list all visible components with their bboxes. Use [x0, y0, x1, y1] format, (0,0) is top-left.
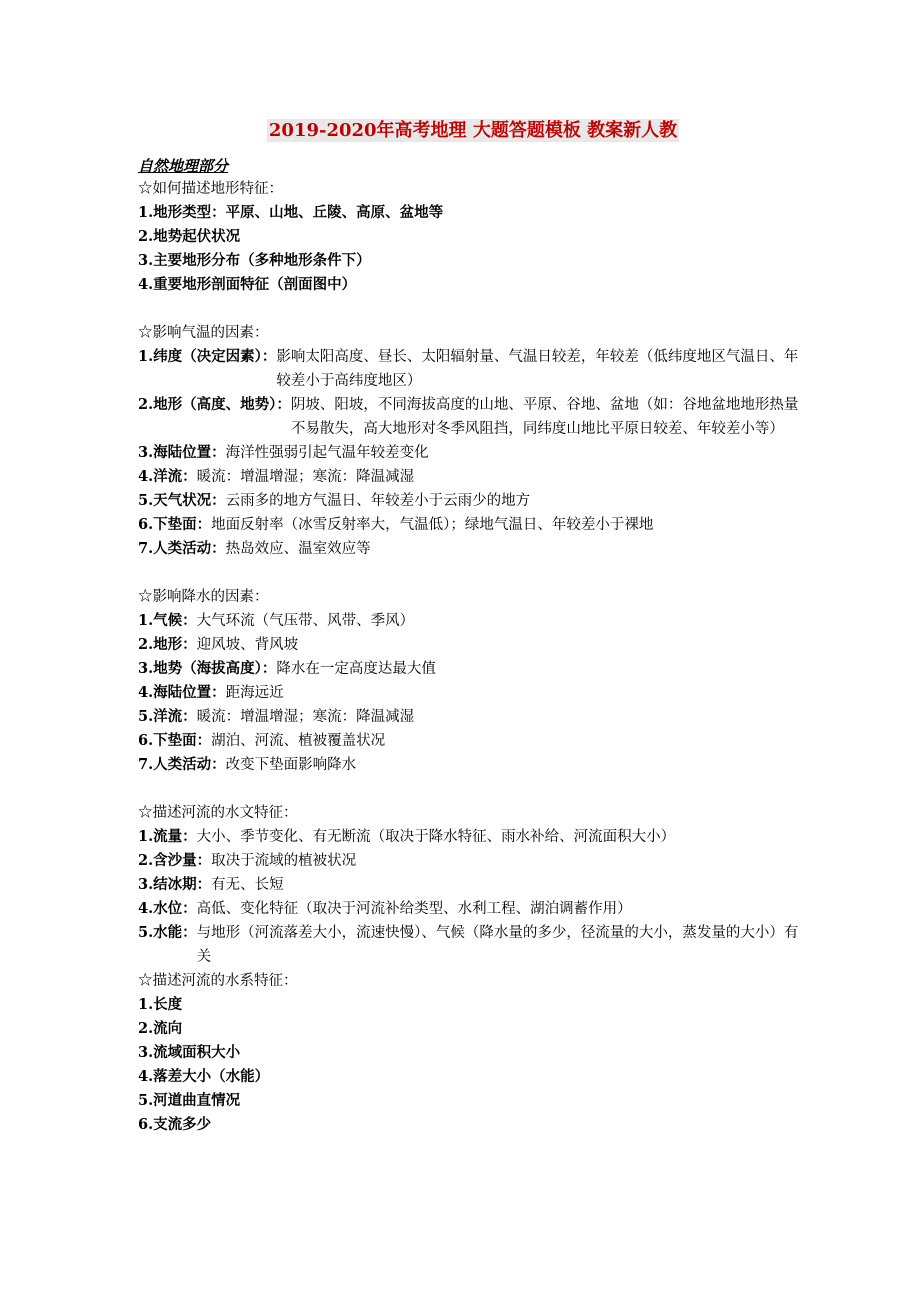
item-label: 2.地形（高度、地势）：	[138, 396, 291, 413]
item-text: 大气环流（气压带、风带、季风）	[196, 613, 415, 629]
temperature-item	[138, 345, 800, 393]
item-label: 4.洋流：	[138, 468, 197, 485]
river-system-item: 5.河道曲直情况	[138, 1092, 241, 1109]
item-label: 3.结冰期：	[138, 876, 212, 893]
item-text: 热岛效应、温室效应等	[225, 541, 371, 557]
item-text: 暖流：增温增湿；寒流：降温减湿	[196, 709, 415, 725]
precipitation-header: ☆影响降水的因素：	[138, 589, 269, 605]
item-text: 暖流：增温增湿；寒流：降温减湿	[196, 469, 415, 485]
item-label: 2.地形：	[138, 636, 197, 653]
river-system-item: 1.长度	[138, 996, 183, 1013]
item-label: 3.地势（海拔高度）：	[138, 660, 277, 677]
precipitation-item	[138, 609, 800, 633]
hydrology-item	[138, 921, 800, 969]
terrain-item: 4.重要地形剖面特征（剖面图中）	[138, 276, 357, 293]
river-system-item: 6.支流多少	[138, 1116, 212, 1133]
item-label: 1.流量：	[138, 828, 197, 845]
item-label: 2.含沙量：	[138, 852, 212, 869]
hydrology-header: ☆描述河流的水文特征：	[138, 805, 298, 821]
item-label: 3.海陆位置：	[138, 444, 226, 461]
item-label: 1.纬度（决定因素）：	[138, 348, 277, 365]
item-text: 改变下垫面影响降水	[225, 757, 357, 773]
title-text: 2019-2020年高考地理 大题答题模板 教案新人教	[268, 120, 678, 141]
item-text: 距海远近	[225, 685, 284, 701]
temperature-item	[138, 537, 800, 561]
hydrology-item	[138, 873, 800, 897]
item-text: 海洋性强弱引起气温年较差变化	[225, 445, 429, 461]
item-text: 阴坡、阳坡，不同海拔高度的山地、平原、谷地、盆地（如：谷地盆地地形热量不易散失，高大地形对冬季风阻挡，同纬度山地比平原日较差、年较差小等）	[290, 397, 799, 437]
temperature-item	[138, 513, 800, 537]
temperature-header: ☆影响气温的因素：	[138, 325, 269, 341]
precipitation-item	[138, 681, 800, 705]
river-system-item: 3.流域面积大小	[138, 1044, 241, 1061]
precipitation-item	[138, 753, 800, 777]
item-text: 云雨多的地方气温日、年较差小于云雨少的地方	[225, 493, 531, 509]
item-text: 降水在一定高度达最大值	[276, 661, 436, 677]
document-title	[138, 118, 800, 144]
item-label: 4.水位：	[138, 900, 197, 917]
item-label: 6.下垫面：	[138, 732, 212, 749]
item-text: 有无、长短	[211, 877, 284, 893]
precipitation-item	[138, 729, 800, 753]
terrain-item: 1.地形类型：平原、山地、丘陵、高原、盆地等	[138, 204, 444, 221]
item-label: 7.人类活动：	[138, 756, 226, 773]
terrain-item: 3.主要地形分布（多种地形条件下）	[138, 252, 371, 269]
temperature-item	[138, 441, 800, 465]
precipitation-item	[138, 705, 800, 729]
item-label: 4.海陆位置：	[138, 684, 226, 701]
item-text: 与地形（河流落差大小，流速快慢）、气候（降水量的多少，径流量的大小，蒸发量的大小）有关	[196, 925, 799, 965]
item-text: 地面反射率（冰雪反射率大，气温低）；绿地气温日、年较差小于裸地	[211, 517, 654, 533]
hydrology-item	[138, 897, 800, 921]
item-text: 高低、变化特征（取决于河流补给类型、水利工程、湖泊调蓄作用）	[196, 901, 632, 917]
river-system-item: 4.落差大小（水能）	[138, 1068, 270, 1085]
terrain-item: 2.地势起伏状况	[138, 228, 241, 245]
item-label: 7.人类活动：	[138, 540, 226, 557]
river-system-item: 2.流向	[138, 1020, 183, 1037]
precipitation-item	[138, 657, 800, 681]
item-label: 5.水能：	[138, 924, 197, 941]
item-text: 取决于流域的植被状况	[211, 853, 357, 869]
part-heading: 自然地理部分	[138, 157, 229, 175]
item-label: 6.下垫面：	[138, 516, 212, 533]
item-text: 大小、季节变化、有无断流（取决于降水特征、雨水补给、河流面积大小）	[196, 829, 676, 845]
temperature-item	[138, 465, 800, 489]
item-text: 影响太阳高度、昼长、太阳辐射量、气温日较差，年较差（低纬度地区气温日、年较差小于高纬度地区）	[276, 349, 799, 389]
temperature-item	[138, 489, 800, 513]
temperature-item	[138, 393, 800, 441]
item-text: 迎风坡、背风坡	[196, 637, 299, 653]
terrain-header: ☆如何描述地形特征：	[138, 181, 283, 197]
hydrology-item	[138, 825, 800, 849]
item-label: 1.气候：	[138, 612, 197, 629]
river-system-header: ☆描述河流的水系特征：	[138, 973, 298, 989]
item-text: 湖泊、河流、植被覆盖状况	[211, 733, 386, 749]
precipitation-item	[138, 633, 800, 657]
hydrology-item	[138, 849, 800, 873]
item-label: 5.洋流：	[138, 708, 197, 725]
item-label: 5.天气状况：	[138, 492, 226, 509]
